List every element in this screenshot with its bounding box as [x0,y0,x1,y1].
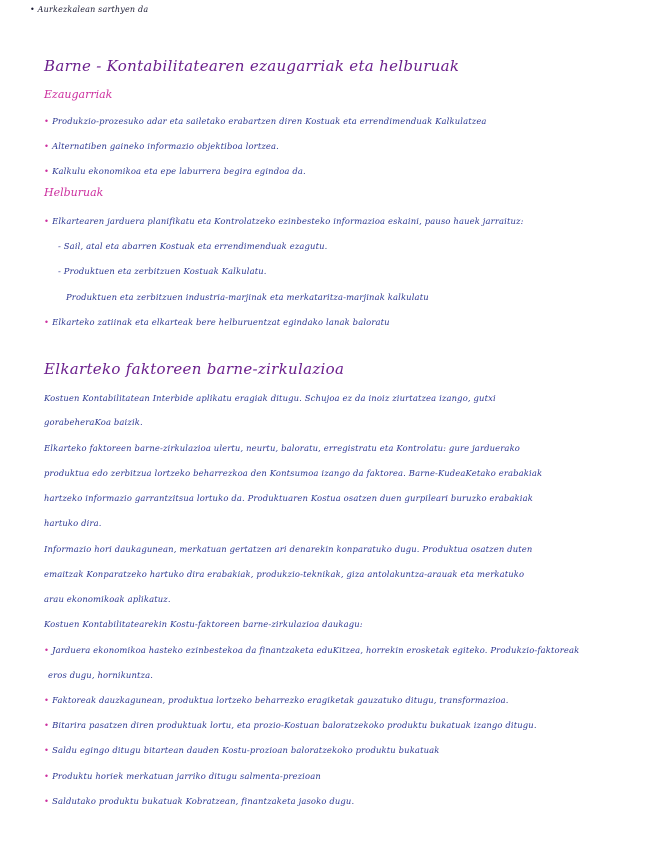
paragraph-line: hartzeko informazio garrantzitsua lortuko da. Produktuaren Kostua osatzen duen gurpileari buruzko erabakiak [44,493,533,503]
paragraph-line: Elkarteko faktoreen barne-zirkulazioa ulertu, neurtu, baloratu, erregistratu eta Kontrolatu: gure jarduerako [44,443,520,453]
subheading-characteristics: Ezaugarriak [44,88,113,101]
goal-dash-item: - Sail, atal eta abarren Kostuak eta errendimenduak ezagutu. [58,241,328,251]
characteristic-item: • Kalkulu ekonomikoa eta epe laburrera begira egindoa da. [44,166,306,176]
subheading-goals: Helburuak [44,186,104,199]
circulation-bullet: • Bitarira pasatzen diren produktuak lortu, eta prozio-Kostuan baloratzekoko produktu bukatuak izango ditugu. [44,720,537,730]
paragraph-line: emaitzak Konparatzeko hartuko dira erabakiak, produkzio-teknikak, giza antolakuntza-arauak eta merkatuko [44,569,525,579]
paragraph-line: Kostuen Kontabilitatearekin Kostu-faktoreen barne-zirkulazioa daukagu: [44,619,363,629]
paragraph-line: produktua edo zerbitzua lortzeko beharrezkoa den Kontsumoa izango da faktorea. Barne-KudeaKetako erabakiak [44,468,543,478]
circulation-bullet-continuation: eros dugu, hornikuntza. [48,670,154,680]
paragraph-line: hartuko dira. [44,518,102,528]
circulation-bullet: • Faktoreak dauzkagunean, produktua lortzeko beharrezko eragiketak gauzatuko ditugu, transformazioa. [44,695,509,705]
paragraph-line: gorabeheraKoa baizik. [44,417,143,427]
paragraph-line: Kostuen Kontabilitatean Interbide aplikatu eragiak ditugu. Schujoa ez da inoiz ziurtatzea izango, gutxi [44,393,496,403]
goal-plain-item: Produktuen eta zerbitzuen industria-marjinak eta merkataritza-marjinak kalkulatu [66,292,429,302]
paragraph-line: arau ekonomikoak aplikatuz. [44,594,171,604]
section-title-factor-circulation: Elkarteko faktoreen barne-zirkulazioa [44,360,345,378]
goal-last-item: • Elkarteko zatiinak eta elkarteak bere helburuentzat egindako lanak baloratu [44,317,390,327]
top-note: • Aurkezkalean sarthyen da [30,5,149,14]
section-title-internal-accounting: Barne - Kontabilitatearen ezaugarriak eta helburuak [44,57,460,75]
circulation-bullet: • Saldu egingo ditugu bitartean dauden Kostu-prozioan baloratzekoko produktu bukatuak [44,745,440,755]
circulation-bullet: • Produktu horiek merkatuan jarriko ditugu salmenta-prezioan [44,771,321,781]
paragraph-line: Informazio hori daukagunean, merkatuan gertatzen ari denarekin konparatuko dugu. Produktua osatzen duten [44,544,533,554]
goal-intro: • Elkartearen jarduera planifikatu eta Kontrolatzeko ezinbesteko informazioa eskaini, pauso hauek jarraituz: [44,216,524,226]
circulation-bullet: • Jarduera ekonomikoa hasteko ezinbestekoa da finantzaketa eduKitzea, horrekin erosketak egiteko. Produkzio-faktoreak [44,645,580,655]
circulation-bullet: • Saldutako produktu bukatuak Kobratzean, finantzaketa jasoko dugu. [44,796,355,806]
goal-dash-item: - Produktuen eta zerbitzuen Kostuak Kalkulatu. [58,266,267,276]
characteristic-item: • Alternatiben gaineko informazio objektiboa lortzea. [44,141,279,151]
characteristic-item: • Produkzio-prozesuko adar eta sailetako erabartzen diren Kostuak eta errendimenduak Kalkulatzea [44,116,487,126]
